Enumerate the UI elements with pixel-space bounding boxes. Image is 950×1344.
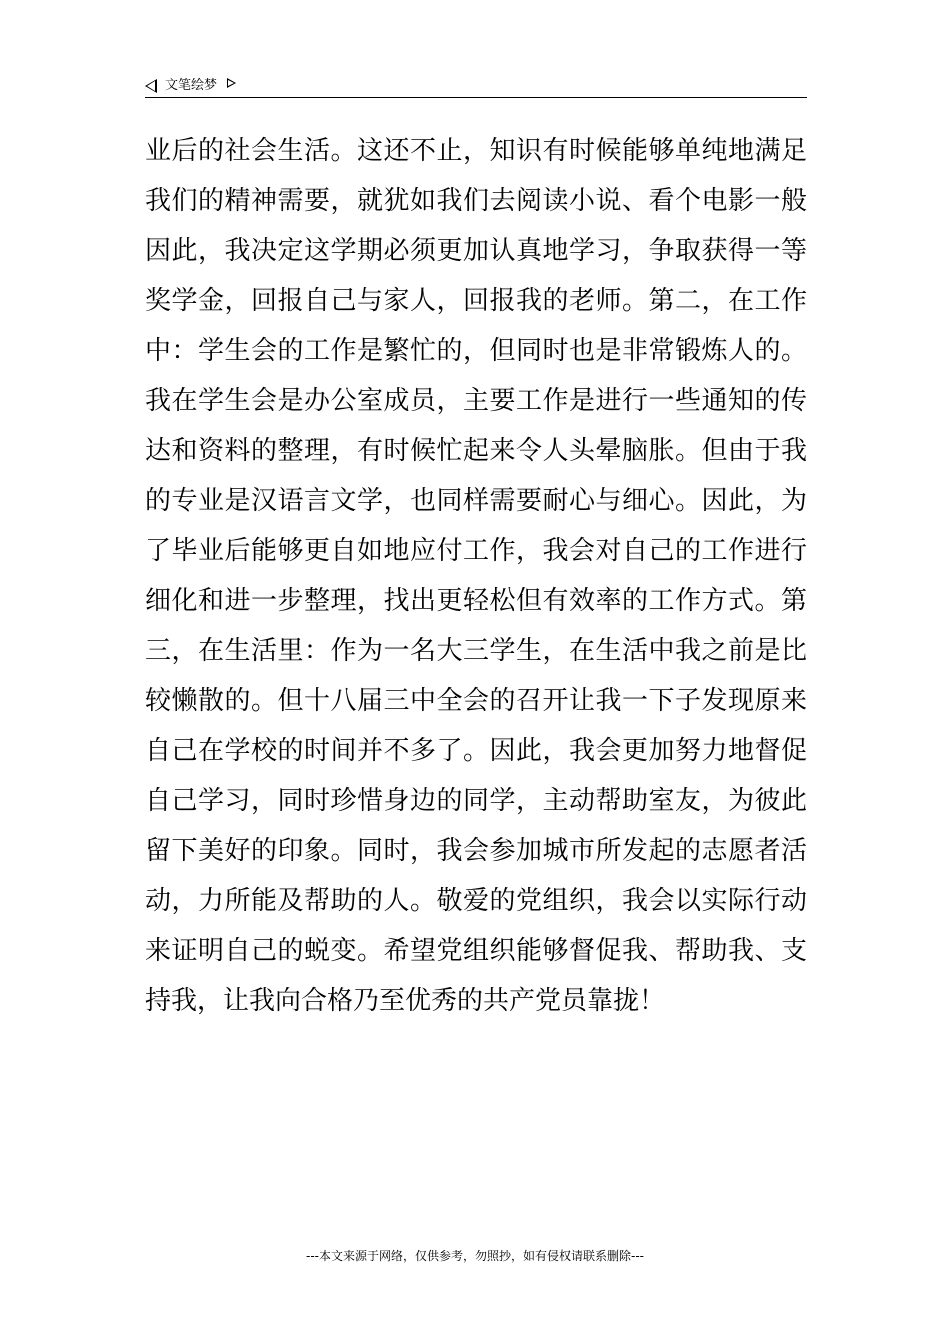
page-footer: ---本文来源于网络，仅供参考，勿照抄，如有侵权请联系删除--- bbox=[306, 1249, 644, 1263]
body-line: 持我，让我向合格乃至优秀的共产党员靠拢！ bbox=[145, 986, 666, 1016]
page-header bbox=[145, 74, 807, 98]
triangle-right-icon bbox=[227, 78, 236, 88]
triangle-left-icon bbox=[145, 79, 157, 93]
body-line: 细化和进一步整理，找出更轻松但有效率的工作方式。第 bbox=[145, 586, 807, 616]
body-line: 我们的精神需要，就犹如我们去阅读小说、看个电影一般 bbox=[145, 186, 807, 216]
body-line: 三，在生活里：作为一名大三学生，在生活中我之前是比 bbox=[145, 636, 807, 666]
body-line: 较懒散的。但十八届三中全会的召开让我一下子发现原来 bbox=[145, 686, 807, 716]
body-line: 动，力所能及帮助的人。敬爱的党组织，我会以实际行动 bbox=[145, 886, 807, 916]
body-line: 中：学生会的工作是繁忙的，但同时也是非常锻炼人的。 bbox=[145, 336, 807, 366]
document-body bbox=[145, 126, 807, 1026]
body-line: 自己学习，同时珍惜身边的同学，主动帮助室友，为彼此 bbox=[145, 786, 807, 816]
body-line: 了毕业后能够更自如地应付工作，我会对自己的工作进行 bbox=[145, 536, 807, 566]
body-line: 奖学金，回报自己与家人，回报我的老师。第二，在工作 bbox=[145, 286, 807, 316]
body-line: 达和资料的整理，有时候忙起来令人头晕脑胀。但由于我 bbox=[145, 436, 807, 466]
body-line: 因此，我决定这学期必须更加认真地学习，争取获得一等 bbox=[145, 236, 807, 266]
body-line: 自己在学校的时间并不多了。因此，我会更加努力地督促 bbox=[145, 736, 807, 766]
body-line: 来证明自己的蜕变。希望党组织能够督促我、帮助我、支 bbox=[145, 936, 807, 966]
body-line: 的专业是汉语言文学，也同样需要耐心与细心。因此，为 bbox=[145, 486, 807, 516]
body-line: 业后的社会生活。这还不止，知识有时候能够单纯地满足 bbox=[145, 136, 807, 166]
header-divider bbox=[145, 97, 807, 98]
body-line: 我在学生会是办公室成员，主要工作是进行一些通知的传 bbox=[145, 386, 807, 416]
body-line: 留下美好的印象。同时，我会参加城市所发起的志愿者活 bbox=[145, 836, 807, 866]
header-title: 文笔绘梦 bbox=[165, 78, 218, 93]
